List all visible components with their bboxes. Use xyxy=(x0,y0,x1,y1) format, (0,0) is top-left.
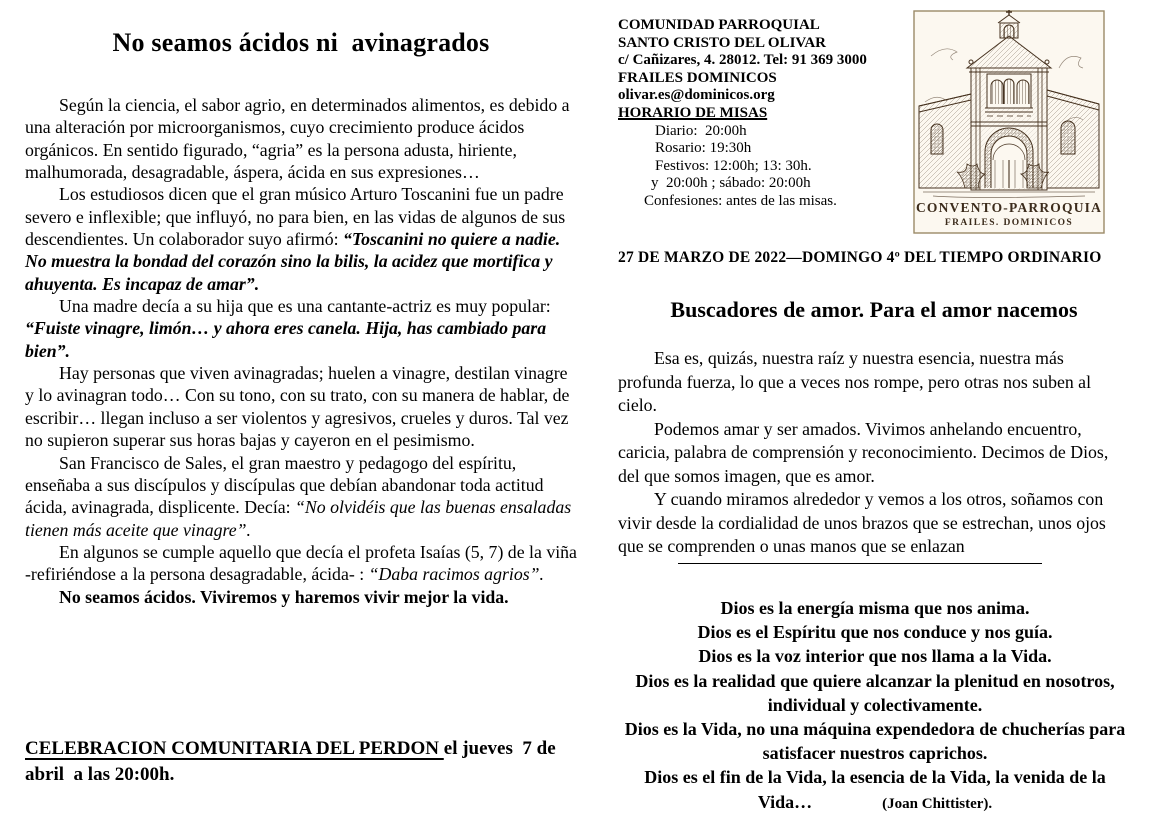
announcement-title: CELEBRACION COMUNITARIA DEL PERDON xyxy=(25,738,444,759)
mass-schedule-title: HORARIO DE MISAS xyxy=(618,104,768,121)
paragraph: Podemos amar y ser amados. Vivimos anhelando encuentro, caricia, palabra de comprensión y reconocimiento. Decimos de Dios, del que somos imagen, que es amor. xyxy=(618,418,1109,486)
paragraph xyxy=(25,94,577,183)
attribution: (Joan Chittister). xyxy=(882,795,993,812)
parish-address-line: c/ Cañizares, 4. 28012. Tel: 91 369 3000 xyxy=(618,52,867,69)
paragraph-text: Hay personas que viven avinagradas; huelen a vinagre, destilan vinagre y lo avinagran todo… Con su tono, con su trato, con su manera de hablar, de escribir… llegan incluso a ser violentos y agresivos, crueles y duros. Tal vez no supieron superar sus horas bajas y cayeron en el pesimismo. xyxy=(25,363,570,451)
date-heading: 27 DE MARZO DE 2022—DOMINGO 4º DEL TIEMPO ORDINARIO xyxy=(618,249,1102,266)
church-illustration xyxy=(913,10,1105,234)
schedule-item: Diario: 20:00h xyxy=(655,122,747,139)
left-article-body xyxy=(25,94,577,608)
god-statement: Dios es la Vida, no una máquina expendedora de chucherías para satisfacer nuestros caprichos. xyxy=(624,719,1126,764)
god-statement-with-attribution xyxy=(615,765,1135,815)
article-title-left: No seamos ácidos ni avinagrados xyxy=(112,28,490,57)
paragraph-text: En algunos se cumple aquello que decía el profeta Isaías (5, 7) de la viña -refiriéndose a la persona desagradable, ácida- : xyxy=(25,541,577,585)
paragraph-text: Una madre decía a su hija que es una cantante-actriz es muy popular: xyxy=(59,296,551,317)
paragraph-text: Según la ciencia, el sabor agrio, en determinados alimentos, es debido a una alteración por microorganismos, cuyo crecimiento produce ácidos orgánicos. En sentido figurado, “agria” es la persona adusta, hiriente, malhumorada, desagradable, áspera, ácida en sus expresiones… xyxy=(25,95,570,183)
right-wing xyxy=(1047,90,1099,188)
paragraph xyxy=(25,183,577,295)
paragraph: Y cuando miramos alrededor y vemos a los otros, soñamos con vivir desde la cordialidad de unos brazos que se estrechan, unos ojos que se comprenden o unas manos que se enlazan xyxy=(618,489,1106,556)
god-statements-block xyxy=(615,596,1135,816)
parish-email: olivar.es@dominicos.org xyxy=(618,87,775,104)
god-statement: Dios es la voz interior que nos llama a la Vida. xyxy=(698,646,1052,667)
paragraph xyxy=(25,452,577,541)
paragraph xyxy=(25,362,577,451)
paragraph xyxy=(25,295,577,362)
church-drawing-svg xyxy=(913,10,1105,234)
god-statement: Dios es el fin de la Vida, la esencia de la Vida, la venida de la Vida… xyxy=(644,767,1106,812)
church-caption-line1: CONVENTO-PARROQUIA xyxy=(915,200,1103,215)
church-caption-line2: FRAILES. DOMINICOS xyxy=(944,218,1074,228)
god-statement: Dios es la energía misma que nos anima. xyxy=(720,598,1030,618)
parish-info-block xyxy=(618,17,918,211)
right-article xyxy=(618,297,1130,559)
announcement-detail: el jueves 7 de abril a las 20:00h. xyxy=(25,738,561,785)
schedule-item: Festivos: 12:00h; 13: 30h. xyxy=(655,157,812,174)
parish-order-line: FRAILES DOMINICOS xyxy=(618,69,777,86)
mass-schedule xyxy=(618,123,918,211)
schedule-item: Rosario: 19:30h xyxy=(655,140,752,157)
schedule-item: y 20:00h ; sábado: 20:00h xyxy=(651,175,811,192)
parish-name-line: SANTO CRISTO DEL OLIVAR xyxy=(618,34,826,51)
paragraph: Esa es, quizás, nuestra raíz y nuestra esencia, nuestra más profunda fuerza, lo que a veces nos rompe, pero otras nos suben al cielo. xyxy=(618,348,1092,415)
section-divider xyxy=(678,563,1042,564)
quote-text: “No olvidéis que las buenas ensaladas tienen más aceite que vinagre”. xyxy=(25,497,572,540)
paragraph-text: Los estudiosos dicen que el gran músico Arturo Toscanini fue un padre severo e inflexible; que influyó, no para bien, en las vidas de algunos de sus descendientes. Un colaborador suyo afirmó: xyxy=(25,184,566,250)
god-statement: Dios es la realidad que quiere alcanzar la plenitud en nosotros, individual y colectivamente. xyxy=(635,670,1115,715)
god-statement: Dios es el Espíritu que nos conduce y nos guía. xyxy=(697,622,1053,643)
quote-text: “Daba racimos agrios”. xyxy=(368,564,544,585)
schedule-item: Confesiones: antes de las misas. xyxy=(644,192,837,209)
announcement xyxy=(25,736,577,788)
paragraph-text: San Francisco de Sales, el gran maestro y pedagogo del espíritu, enseñaba a sus discípulos y discípulas que debían abandonar toda actitud ácida, avinagrada, displicente. Decía: xyxy=(25,452,544,518)
quote-text: “Fuiste vinagre, limón… y ahora eres canela. Hija, has cambiado para bien”. xyxy=(25,318,547,361)
quote-text: “Toscanini no quiere a nadie. No muestra la bondad del corazón sino la bilis, la acidez que mortifica y ahuyenta. Es incapaz de amar”. xyxy=(25,229,561,294)
closing-statement: No seamos ácidos. Viviremos y haremos vivir mejor la vida. xyxy=(59,586,509,607)
paragraph xyxy=(25,541,577,586)
article-title-right: Buscadores de amor. Para el amor nacemos xyxy=(670,297,1078,322)
left-column xyxy=(25,28,577,608)
parish-name-line: COMUNIDAD PARROQUIAL xyxy=(618,17,820,33)
